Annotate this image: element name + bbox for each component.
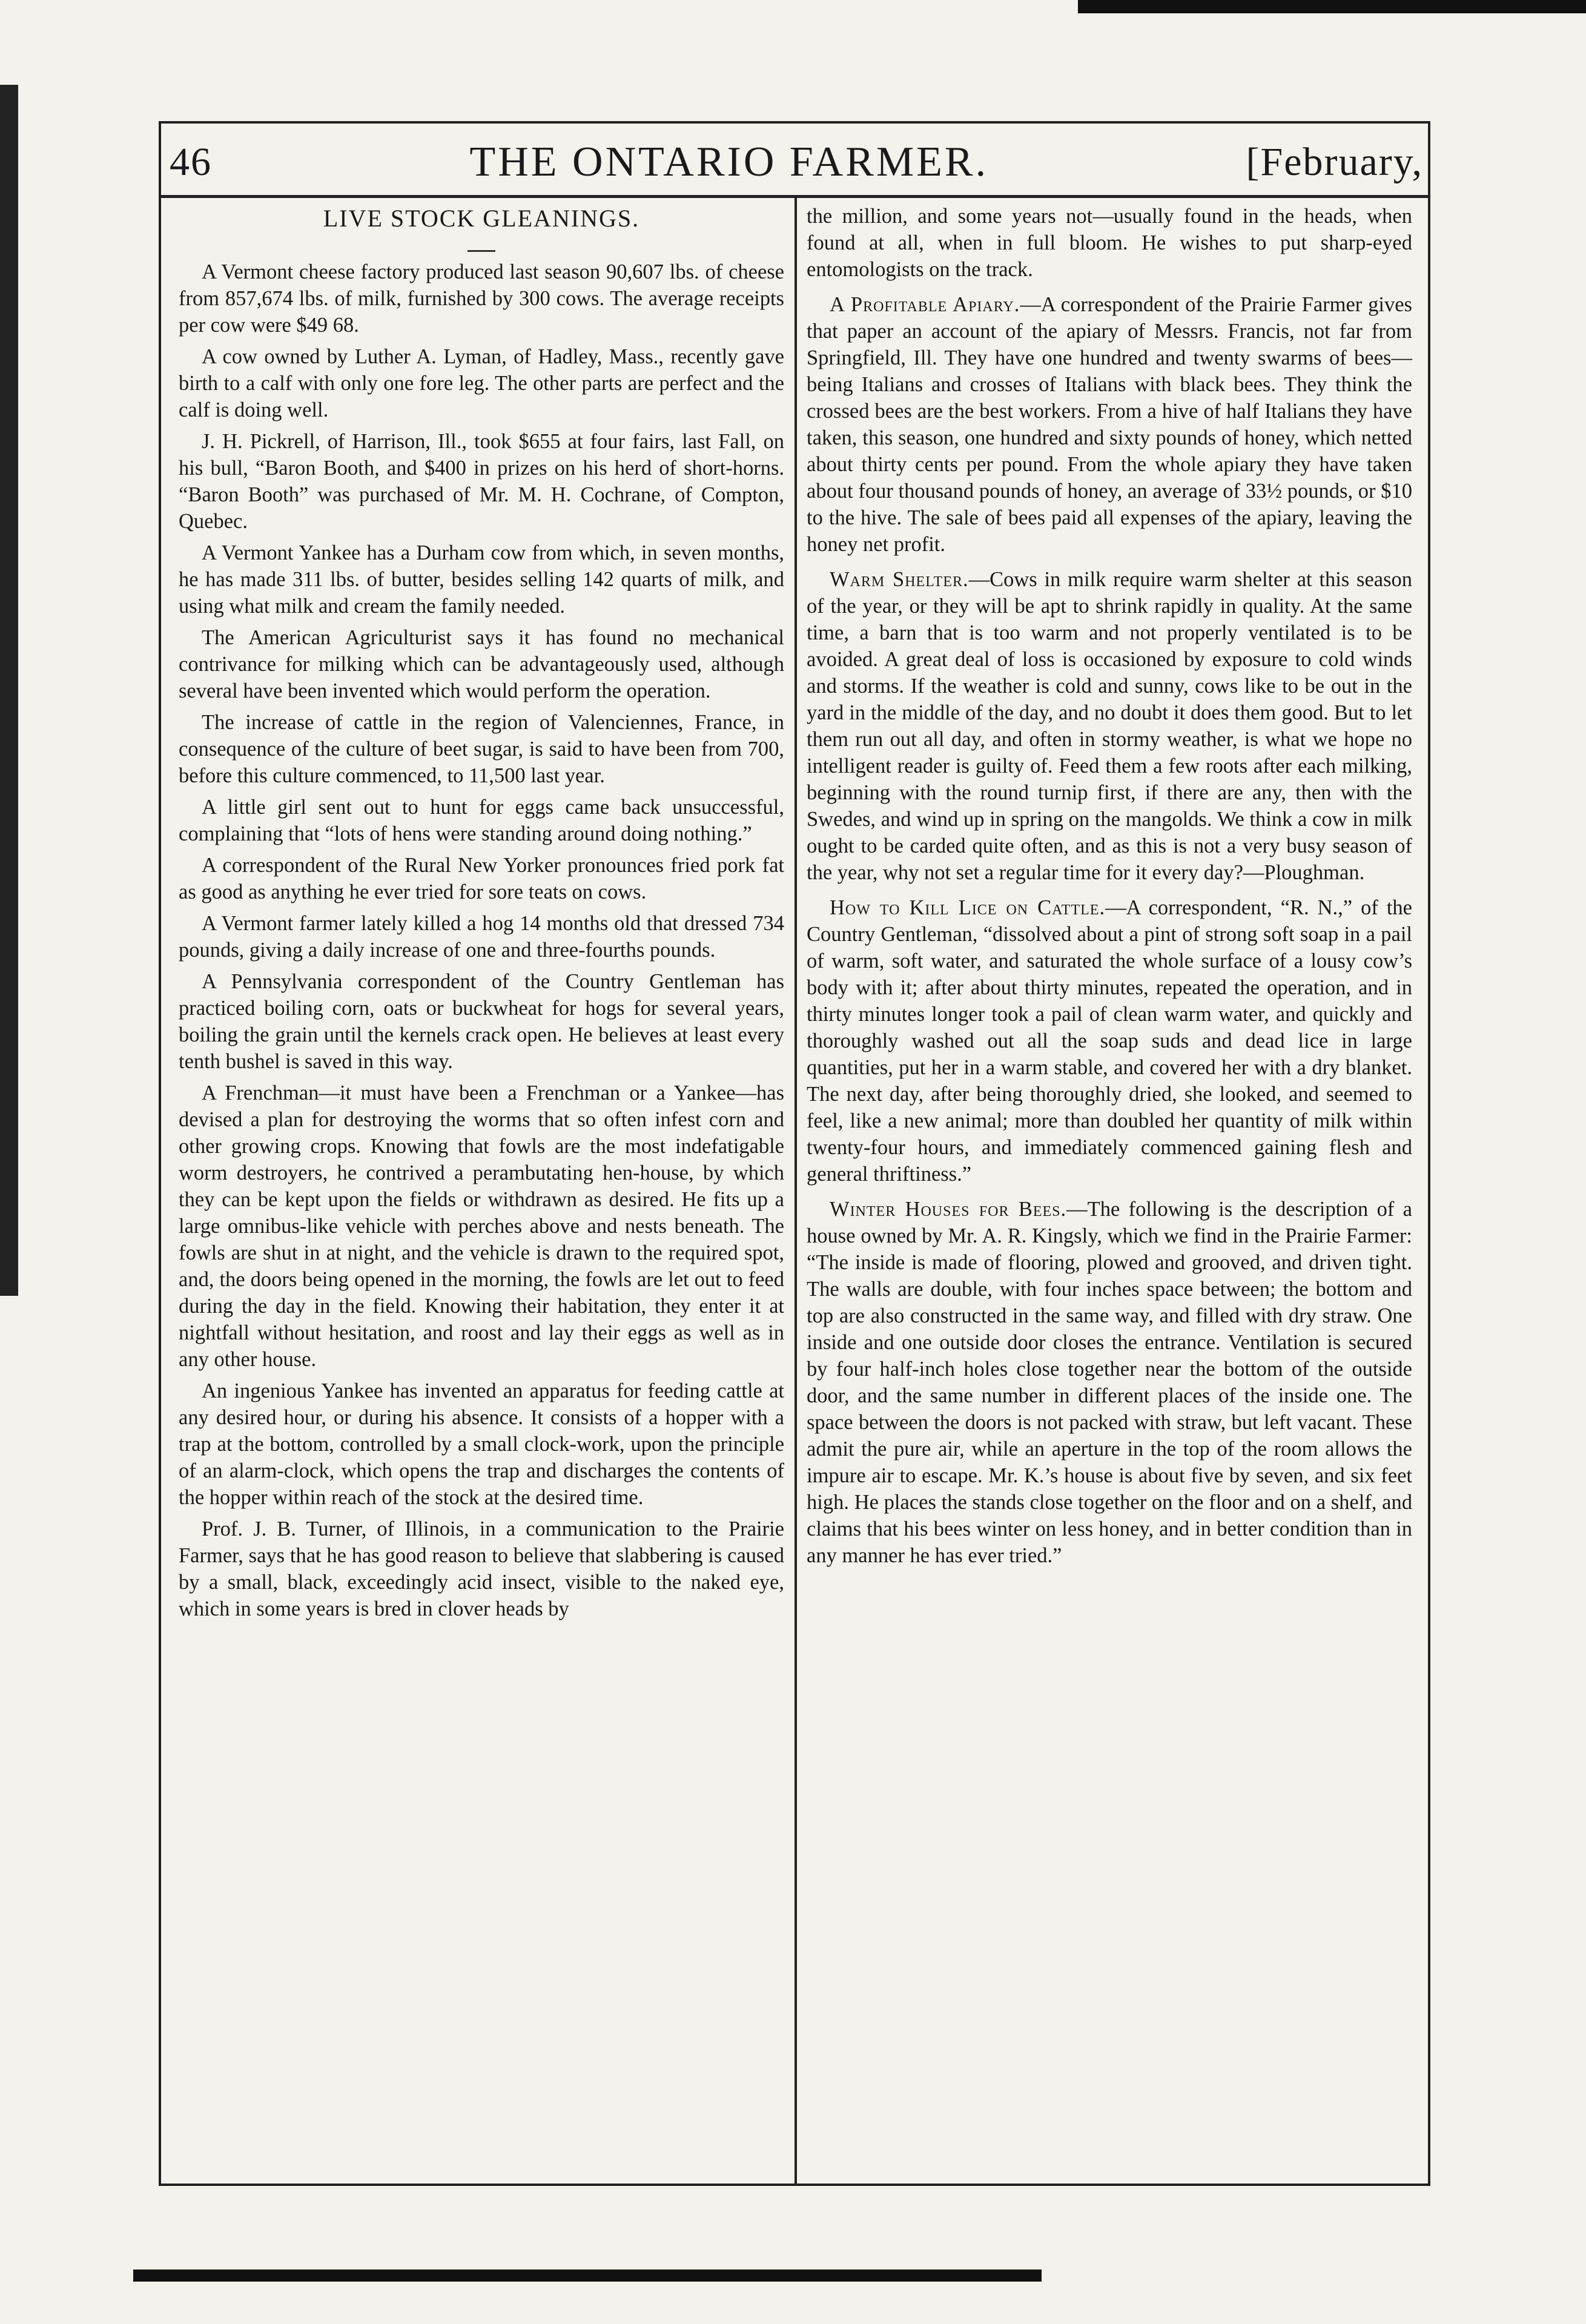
item-text: —Cows in milk require warm shelter at this season of the year, or they will be apt to shrink rapidly in quality. At the same time, a barn that is too warm and not properly ventilated is to be avoided. A great deal of loss is occasioned by exposure to cold winds and storms. If the weather is cold and sunny, cows like to be out in the yard in the middle of the day, and no doubt it does them good. But to let them run out all day, and often in stormy weather, is what we hope no intelligent reader is guilty of. Feed them a few roots after each milking, beginning with the round turnip first, if there are any, then with the Swedes, and wind up in spring on the mangolds. We think a cow in milk ought to be carded quite often, and as this is not a very busy season of the year, why not set a regular time for it every day?—Ploughman.	[807, 568, 1412, 884]
publication-title: THE ONTARIO FARMER.	[469, 139, 989, 185]
item-paragraph	[807, 894, 1412, 1187]
page-header	[170, 132, 1423, 193]
right-column	[807, 203, 1412, 1574]
item-lead: A Profitable Apiary.	[830, 293, 1020, 316]
item-lead: Winter Houses for Bees.	[830, 1198, 1067, 1221]
section-title: LIVE STOCK GLEANINGS.	[323, 205, 640, 232]
paragraph: A Frenchman—it must have been a Frenchman or a Yankee—has devised a plan for destroying the worms that so often infest corn and other growing crops. Knowing that fowls are the most indefatigable worm destroyers, he contrived a perambutating hen-house, by which they can be kept upon the fields or withdrawn as desired. He fits up a large omnibus-like vehicle with perches above and nests beneath. The fowls are shut in at night, and the vehicle is drawn to the required spot, and, the doors being opened in the morning, the fowls are let out to feed during the day in the field. Knowing their habitation, they enter it at nightfall without hesitation, and roost and lay their eggs as well as in any other house.	[179, 1081, 784, 1371]
item-lead: How to Kill Lice on Cattle.	[830, 896, 1106, 919]
item-paragraph	[807, 291, 1412, 558]
paragraph: A Vermont cheese factory produced last season 90,607 lbs. of cheese from 857,674 lbs. of milk, furnished by 300 cows. The average receipts per cow were $49 68.	[179, 260, 784, 337]
paragraph: A Pennsylvania correspondent of the Country Gentleman has practiced boiling corn, oats or buckwheat for hogs for several years, boiling the grain until the kernels crack open. He believes at least every tenth bushel is saved in this way.	[179, 970, 784, 1073]
continued-paragraph: the million, and some years not—usually found in the heads, when found at all, when in full bloom. He wishes to put sharp-eyed entomologists on the track.	[807, 205, 1412, 281]
scan-edge-left	[0, 85, 18, 1296]
paragraph: A little girl sent out to hunt for eggs came back unsuccessful, complaining that “lots of hens were standing around doing nothing.”	[179, 796, 784, 845]
left-column	[179, 203, 784, 1627]
page-number: 46	[170, 140, 212, 184]
paragraph: A cow owned by Luther A. Lyman, of Hadley, Mass., recently gave birth to a calf with only one fore leg. The other parts are perfect and the calf is doing well.	[179, 345, 784, 421]
title-dash	[179, 236, 784, 248]
paragraph: The American Agriculturist says it has found no mechanical contrivance for milking which can be advantageously used, although several have been invented which would perform the operation.	[179, 626, 784, 702]
paragraph: A correspondent of the Rural New Yorker pronounces fried pork fat as good as anything he ever tried for sore teats on cows.	[179, 854, 784, 903]
item-text: —The following is the description of a house owned by Mr. A. R. Kingsly, which we find in the Prairie Farmer: “The inside is made of flooring, plowed and grooved, and driven tight. The walls are double, with four inches space between; the bottom and top are also constructed in the same way, and filled with dry straw. One inside and one outside door closes the entrance. Ventilation is secured by four half-inch holes close together near the bottom of the outside door, and the same number in different places of the inside one. The space between the doors is not packed with straw, but left vacant. These admit the pure air, while an aperture in the top of the room allows the impure air to escape. Mr. K.’s house is about five by seven, and six feet high. He places the stands close together on the floor and on a shelf, and claims that his bees winter on less honey, and in better condition than in any manner he has ever tried.”	[807, 1198, 1412, 1567]
item-paragraph	[807, 1196, 1412, 1569]
scan-edge-top	[1078, 0, 1586, 13]
paragraph: An ingenious Yankee has invented an apparatus for feeding cattle at any desired hour, or during his absence. It consists of a hopper with a trap at the bottom, controlled by a small clock-work, upon the principle of an alarm-clock, which opens the trap and discharges the contents of the hopper within reach of the stock at the desired time.	[179, 1379, 784, 1509]
item-paragraph	[807, 566, 1412, 886]
column-divider	[795, 198, 797, 2186]
paragraph: Prof. J. B. Turner, of Illinois, in a communication to the Prairie Farmer, says that he has good reason to believe that slabbering is caused by a small, black, exceedingly acid insect, visible to the naked eye, which in some years is bred in clover heads by	[179, 1517, 784, 1620]
paragraph: A Vermont farmer lately killed a hog 14 months old that dressed 734 pounds, giving a daily increase of one and three-fourths pounds.	[179, 912, 784, 962]
scan-edge-bottom	[133, 2270, 1042, 2282]
item-text: —A correspondent of the Prairie Farmer gives that paper an account of the apiary of Messrs. Francis, not far from Springfield, Ill. They have one hundred and twenty swarms of bees—being Italians and crosses of Italians with black bees. They think the crossed bees are the best workers. From a hive of half Italians they have taken, this season, one hundred and sixty pounds of honey, which netted about thirty cents per pound. From the whole apiary they have taken about four thousand pounds of honey, an average of 33½ pounds, or $10 to the hive. The sale of bees paid all expenses of the apiary, leaving the honey net profit.	[807, 293, 1412, 556]
issue-month: [February,	[1246, 140, 1423, 184]
paragraph: A Vermont Yankee has a Durham cow from which, in seven months, he has made 311 lbs. of butter, besides selling 142 quarts of milk, and using what milk and cream the family needed.	[179, 541, 784, 618]
item-lead: Warm Shelter.	[830, 568, 969, 591]
paragraph: J. H. Pickrell, of Harrison, Ill., took $655 at four fairs, last Fall, on his bull, “Baron Booth, and $400 in prizes on his herd of short-horns. “Baron Booth” was purchased of Mr. M. H. Cochrane, of Compton, Quebec.	[179, 430, 784, 533]
item-text: —A correspondent, “R. N.,” of the Country Gentleman, “dissolved about a pint of strong soft soap in a pail of warm, soft water, and saturated the whole surface of a lousy cow’s body with it; after about thirty minutes, repeated the operation, and in thirty minutes longer took a pail of clean warm water, and quickly and thoroughly washed out all the soap suds and dead lice in large quantities, put her in a warm stable, and covered her with a dry blanket. The next day, after being thoroughly dried, she looked, and seemed to feel, like a new animal; more than doubled her quantity of milk within twenty-four hours, and immediately commenced gaining flesh and general thriftiness.”	[807, 896, 1412, 1186]
paragraph: The increase of cattle in the region of Valenciennes, France, in consequence of the culture of beet sugar, is said to have been from 700, before this culture commenced, to 11,500 last year.	[179, 711, 784, 787]
